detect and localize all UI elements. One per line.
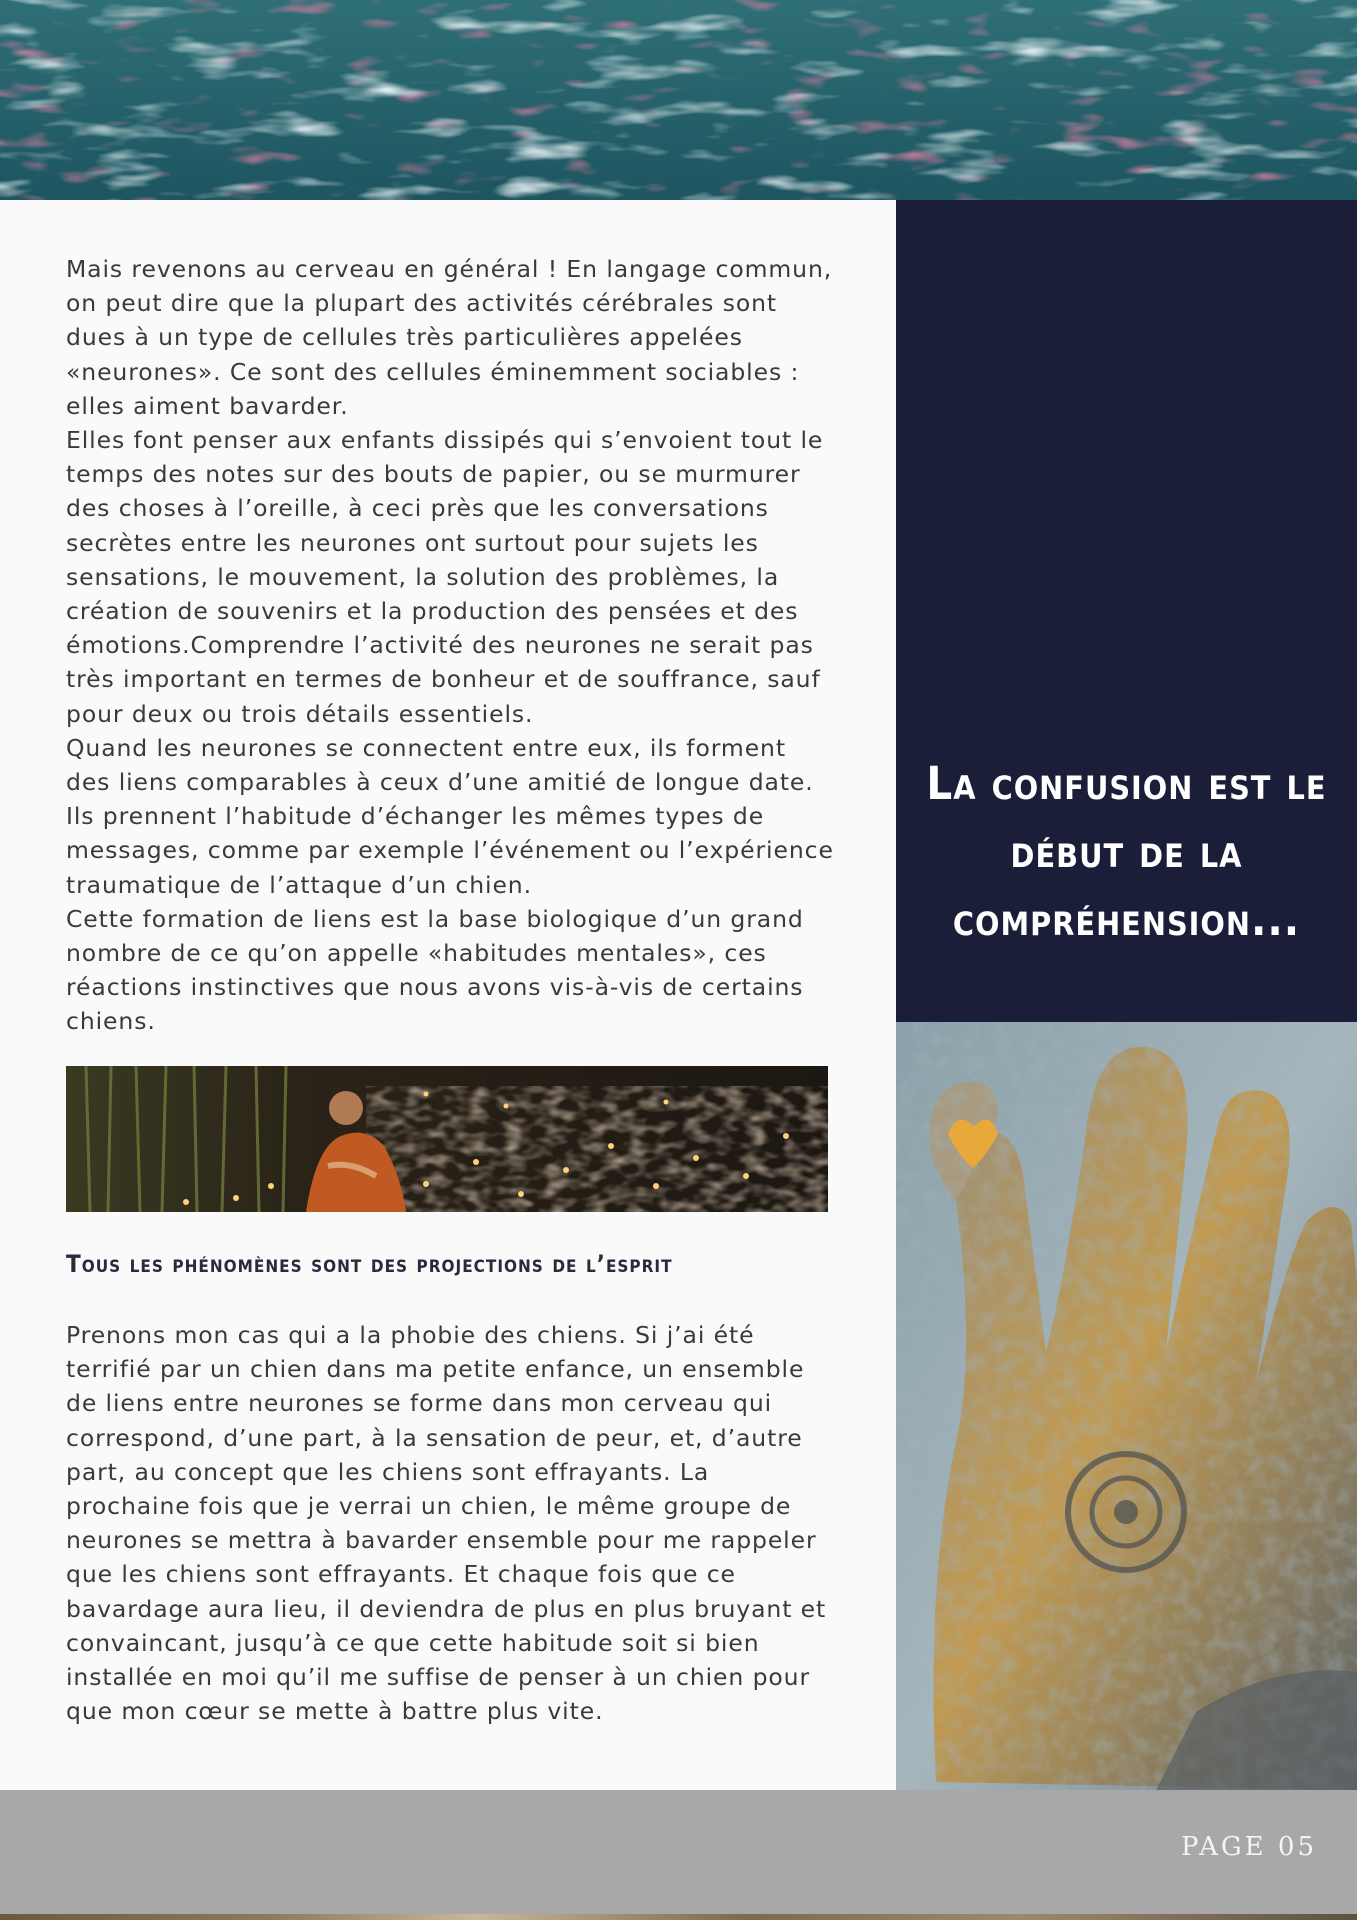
article-paragraph-2: Prenons mon cas qui a la phobie des chiens. Si j’ai été terrifié par un chien dans ma petite enfance, un ensemble de liens entre neurones se forme dans mon cerveau qui correspond, d’une part, à la sensation de peur, et, d’autre part, au concept que les chiens sont effrayants. La prochaine fois que je verrai un chien, le même groupe de neurones se mettra à bavarder ensemble pour me rappeler que les chiens sont effrayants. Et chaque fois que ce bavardage aura lieu, il deviendra de plus en plus bruyant et convaincant, jusqu’à ce que cette habitude soit si bien installée en moi qu’il me suffise de penser à un chien pour que mon cœur se mette à battre plus vite. [66,1321,827,1726]
water-banner-image [0,0,1357,200]
article-column [0,200,896,1790]
article-paragraph-1: Mais revenons au cerveau en général ! En langage commun, on peut dire que la plupart des activités cérébrales sont dues à un type de cellules très particulières appelées «neurones». Ce sont des cellules éminemment sociables : elles aiment bavarder. Elles font penser aux enfants dissipés qui s’envoient tout le temps des notes sur des bouts de papier, ou se murmurer des choses à l’oreille, à ceci près que les conversations secrètes entre les neurones ont surtout pour sujets les sensations, le mouvement, la solution des problèmes, la création de souvenirs et la production des pensées et des émotions.Comprendre l’activité des neurones ne serait pas très important en termes de bonheur et de souffrance, sauf pour deux ou trois détails essentiels. Quand les neurones se connectent entre eux, ils forment des liens comparables à ceux d’une amitié de longue date. Ils prennent l’habitude d’échanger les mêmes types de messages, comme par exemple l’événement ou l’expérience traumatique de l’attaque d’un chien. Cette formation de liens est la base biologique d’un grand nombre de ce qu’on appelle «habitudes mentales», ces réactions instinctives que nous avons vis-à-vis de certains chiens. [66,255,834,1036]
quote-panel [896,200,1357,1022]
meditating-monk-image [66,1066,828,1212]
section-subheading: Tous les phénomènes sont des projections de l’esprit [66,1250,673,1278]
page-number: PAGE 05 [1181,1832,1317,1862]
buddha-hand-image [896,1022,1357,1790]
page-footer [0,1790,1357,1920]
pull-quote: La confusion est le début de la compréhension... [926,757,1327,946]
footer-photo-strip [0,1914,1357,1920]
